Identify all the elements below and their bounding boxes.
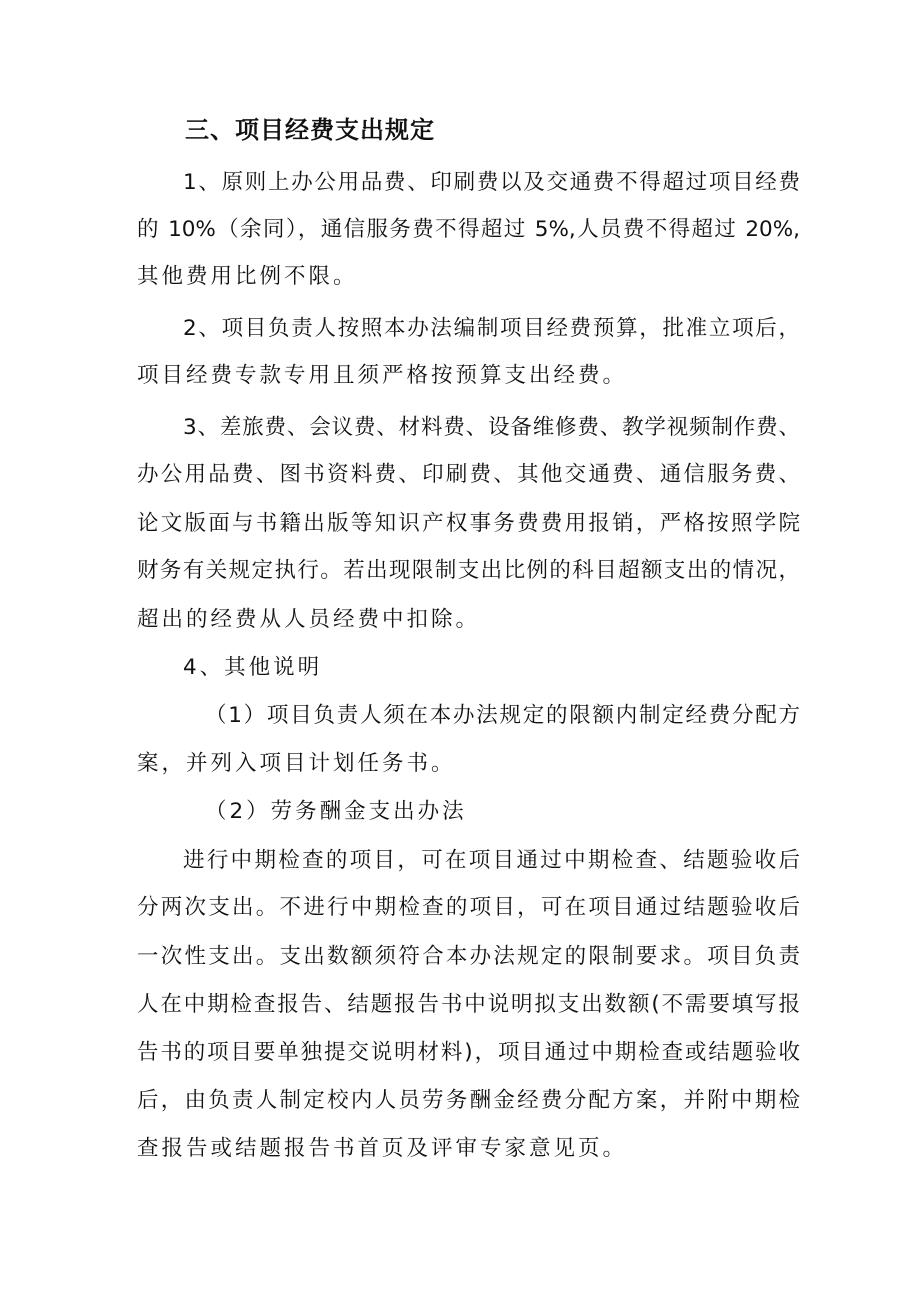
item-2-line-3: 一次性支出。支出数额须符合本办法规定的限制要求。项目负责 [137,944,800,969]
item-2-line-7: 查报告或结题报告书首页及评审专家意见页。 [137,1136,628,1161]
paragraph-2-line-2: 项目经费专款专用且须严格按预算支出经费。 [137,363,628,388]
paragraph-3-line-2: 办公用品费、图书资料费、印刷费、其他交通费、通信服务费、 [137,462,800,487]
item-2-line-2: 分两次支出。不进行中期检查的项目，可在项目通过结题验收后 [137,895,800,920]
section-heading: 三、项目经费支出规定 [185,116,435,144]
item-2-line-6: 后，由负责人制定校内人员劳务酬金经费分配方案，并附中期检 [137,1088,800,1113]
paragraph-1-line-3: 其他费用比例不限。 [137,264,358,289]
paragraph-3-line-4: 财务有关规定执行。若出现限制支出比例的科目超额支出的情况， [137,558,800,583]
paragraph-3-line-3: 论文版面与书籍出版等知识产权事务费费用报销，严格按照学院 [137,511,800,536]
item-2-title: （2）劳务酬金支出办法 [205,799,467,824]
item-2-line-4: 人在中期检查报告、结题报告书中说明拟支出数额(不需要填写报 [137,992,800,1017]
paragraph-1-line-2: 的 10%（余同），通信服务费不得超过 5%,人员费不得超过 20%, [137,217,800,242]
item-2-line-1: 进行中期检查的项目，可在项目通过中期检查、结题验收后 [183,848,800,873]
paragraph-2-line-1: 2、项目负责人按照本办法编制项目经费预算，批准立项后， [183,316,800,341]
item-2-line-5: 告书的项目要单独提交说明材料)，项目通过中期检查或结题验收 [137,1040,800,1065]
paragraph-1-line-1: 1、原则上办公用品费、印刷费以及交通费不得超过项目经费 [183,170,800,195]
paragraph-3-line-5: 超出的经费从人员经费中扣除。 [137,607,481,632]
paragraph-3-line-1: 3、差旅费、会议费、材料费、设备维修费、教学视频制作费、 [183,415,800,440]
paragraph-4-title: 4、其他说明 [183,655,323,680]
item-1-line-1: （1）项目负责人须在本办法规定的限额内制定经费分配方 [205,703,800,728]
item-1-line-2: 案，并列入项目计划任务书。 [137,751,456,776]
